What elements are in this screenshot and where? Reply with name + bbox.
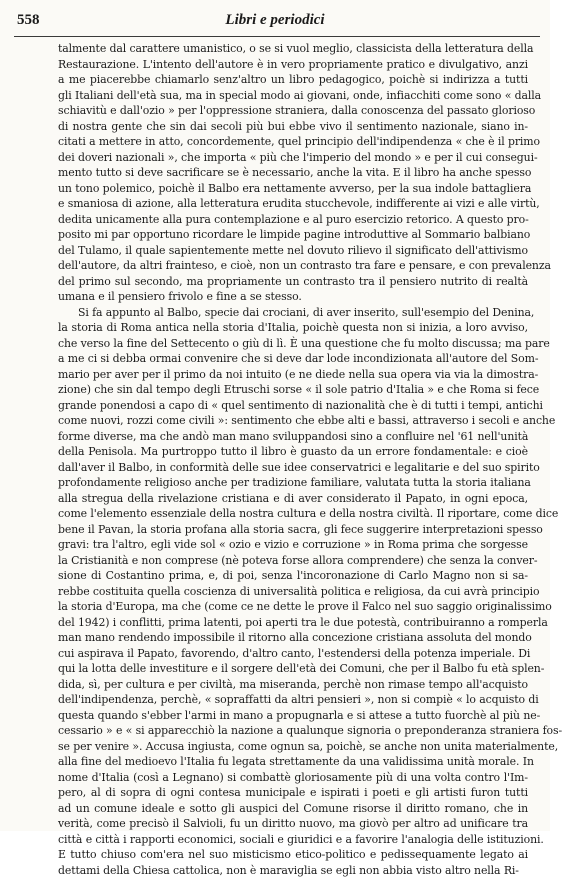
- text-line: la storia di Roma antica nella storia d'Italia, poichè questa non si inizia, a loro avviso,: [58, 320, 528, 336]
- text-line: qui la lotta delle investiture e il sorgere dell'età dei Comuni, che per il Balbo fu età splen-: [58, 661, 528, 677]
- text-line: zione) che sin dal tempo degli Etruschi sorse « il sole patrio d'Italia » e che Roma si fece: [58, 382, 528, 398]
- text-line: del Tulamo, il quale sapientemente mette nel dovuto rilievo il significato dell'attivismo: [58, 243, 528, 259]
- text-line: dall'aver il Balbo, in conformità delle sue idee conservatrici e legalitarie e del suo spirito: [58, 460, 528, 476]
- running-title: Libri e periodici: [0, 12, 550, 29]
- text-line: grande ponendosi a capo di « quel sentimento di nazionalità che è di tutti i tempi, antichi: [58, 398, 528, 414]
- text-line: umana e il pensiero frivolo e fine a se stesso.: [58, 289, 528, 305]
- text-line: verità, come precisò il Salvioli, fu un diritto nuovo, ma giovò per altro ad unificare tra: [58, 816, 528, 832]
- text-line: posito mi par opportuno ricordare le limpide pagine introduttive al Sommario balbiano: [58, 227, 528, 243]
- text-line: gli Italiani dell'età sua, ma in special modo ai giovani, onde, infiacchiti come sono « dalla: [58, 88, 528, 104]
- text-line: la storia d'Europa, ma che (come ce ne dette le prove il Falco nel suo saggio originalissimo: [58, 599, 528, 615]
- text-line: la Cristianità e non comprese (nè poteva forse allora comprendere) che senza la conver-: [58, 553, 528, 569]
- text-line: mento tutto si deve sacrificare se è necessario, anche la vita. E il libro ha anche spesso: [58, 165, 528, 181]
- text-line: rebbe costituita quella coscienza di universalità politica e religiosa, da cui avrà principio: [58, 584, 528, 600]
- text-line: forme diverse, ma che andò man mano sviluppandosi sino a confluire nel '61 nell'unità: [58, 429, 528, 445]
- text-line: dei doveri nazionali », che importa « più che l'imperio del mondo » e per il cui consegui-: [58, 150, 528, 166]
- text-line: Restaurazione. L'intento dell'autore è in vero propriamente pratico e divulgativo, anzi: [58, 57, 528, 73]
- text-line: di nostra gente che sin dai secoli più bui ebbe vivo il sentimento nazionale, siano in-: [58, 119, 528, 135]
- text-line: che verso la fine del Settecento o giù di lì. È una questione che fu molto discussa; ma pare: [58, 336, 528, 352]
- text-line: dettami della Chiesa cattolica, non è maraviglia se egli non abbia visto altro nella Ri-: [58, 863, 528, 878]
- text-line: dida, sì, per cultura e per civiltà, ma miseranda, perchè non rimase tempo all'acquisto: [58, 677, 528, 693]
- body-text: [58, 41, 528, 829]
- text-line: alla fine del medioevo l'Italia fu legata strettamente da una validissima unità morale. In: [58, 754, 528, 770]
- text-line: del primo sul secondo, ma propriamente un contrasto tra il pensiero nutrito di realtà: [58, 274, 528, 290]
- paragraph: [58, 305, 528, 878]
- text-line: a me ci si debba ormai convenire che si deve dar lode incondizionata all'autore del Som-: [58, 351, 528, 367]
- text-line: talmente dal carattere umanistico, o se si vuol meglio, classicista della letteratura della: [58, 41, 528, 57]
- text-line: della Penisola. Ma purtroppo tutto il libro è guasto da un errore fondamentale: e cioè: [58, 444, 528, 460]
- text-line: dell'autore, da altri frainteso, e cioè, non un contrasto tra fare e pensare, e con prevalenza: [58, 258, 528, 274]
- text-line: come nuovi, rozzi come civili »: sentimento che ebbe alti e bassi, attraverso i secoli e anche: [58, 413, 528, 429]
- text-line: cessario » e « si apparecchiò la nazione a qualunque signoria o preponderanza straniera fos-: [58, 723, 528, 739]
- text-line: del 1942) i conflitti, prima latenti, poi aperti tra le due potestà, contribuiranno a romperla: [58, 615, 528, 631]
- text-line: e smaniosa di azione, alla letteratura erudita stucchevole, indifferente ai vizi e alle virtù,: [58, 196, 528, 212]
- text-line: a me piacerebbe chiamarlo senz'altro un libro pedagogico, poichè si indirizza a tutti: [58, 72, 528, 88]
- text-line: man mano rendendo impossibile il ritorno alla concezione cristiana assoluta del mondo: [58, 630, 528, 646]
- text-line: pero, al di sopra di ogni contesa municipale e ispirati i poeti e gli artisti furon tutti: [58, 785, 528, 801]
- text-line: nome d'Italia (così a Legnano) si combattè gloriosamente più di una volta contro l'Im-: [58, 770, 528, 786]
- paragraph: [58, 41, 528, 305]
- text-line: E tutto chiuso com'era nel suo misticismo etico-politico e pedissequamente legato ai: [58, 847, 528, 863]
- page-number: 558: [17, 12, 40, 29]
- text-line: ad un comune ideale e sotto gli auspici del Comune risorse il diritto romano, che in: [58, 801, 528, 817]
- text-line: profondamente religioso anche per tradizione familiare, valutata tutta la storia italiana: [58, 475, 528, 491]
- text-line: questa quando s'ebber l'armi in mano a propugnarla e si attese a tutto fuorchè al più ne-: [58, 708, 528, 724]
- running-header: [0, 12, 550, 32]
- text-line: come l'elemento essenziale della nostra cultura e della nostra civiltà. Il riportare, come dice: [58, 506, 528, 522]
- text-line: gravi: tra l'altro, egli vide sol « ozio e vizio e corruzione » in Roma prima che sorgesse: [58, 537, 528, 553]
- text-line: schiavitù e dall'ozio » per l'oppressione straniera, dalla conoscenza del passato glorioso: [58, 103, 528, 119]
- text-line: Si fa appunto al Balbo, specie dai crociani, di aver inserito, sull'esempio del Denina,: [58, 305, 528, 321]
- text-line: citati a mettere in atto, concordemente, quel principio dell'indipendenza « che è il primo: [58, 134, 528, 150]
- text-line: alla stregua della rivelazione cristiana e di aver considerato il Papato, in ogni epoca,: [58, 491, 528, 507]
- text-line: dell'indipendenza, perchè, « sopraffatti da altri pensieri », non si compiè « lo acquisto di: [58, 692, 528, 708]
- text-line: bene il Pavan, la storia profana alla storia sacra, gli fece suggerire interpretazioni spesso: [58, 522, 528, 538]
- header-rule: [14, 36, 540, 37]
- text-line: se per venire ». Accusa ingiusta, come ognun sa, poichè, se anche non unita materialmente,: [58, 739, 528, 755]
- text-line: un tono polemico, poichè il Balbo era nettamente avverso, per la sua indole battagliera: [58, 181, 528, 197]
- text-line: città e città i rapporti economici, sociali e giuridici e a favorire l'analogia delle istituzioni.: [58, 832, 528, 848]
- text-line: sione di Costantino prima, e, di poi, senza l'incoronazione di Carlo Magno non si sa-: [58, 568, 528, 584]
- text-line: mario per aver per il primo da noi intuito (e ne diede nella sua opera via via la dimostra-: [58, 367, 528, 383]
- text-line: cui aspirava il Papato, favorendo, d'altro canto, l'estendersi della potenza imperiale. Di: [58, 646, 528, 662]
- text-line: dedita unicamente alla pura contemplazione e al puro esercizio retorico. A questo pro-: [58, 212, 528, 228]
